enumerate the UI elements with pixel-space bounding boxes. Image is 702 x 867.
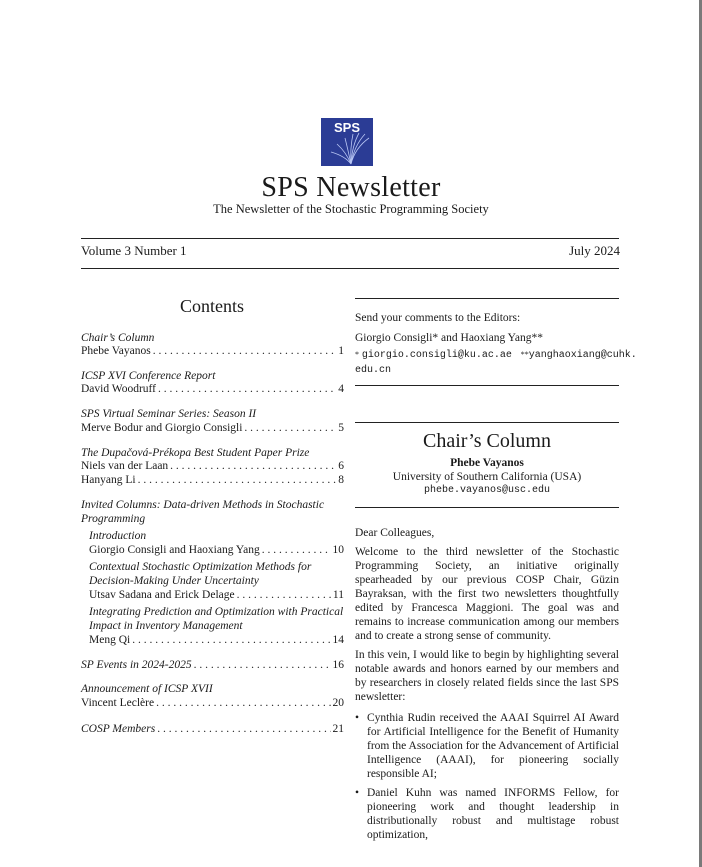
chair-rule-bottom bbox=[355, 507, 619, 508]
header-rule-bottom bbox=[81, 268, 619, 269]
toc-entry[interactable] bbox=[81, 722, 344, 736]
toc-leader bbox=[138, 473, 337, 487]
toc-page: 16 bbox=[332, 659, 344, 671]
toc-entry[interactable] bbox=[81, 382, 344, 396]
toc-leader bbox=[158, 382, 336, 396]
editor-email-yang[interactable]: yanghaoxiang@cuhk. bbox=[528, 350, 637, 361]
bullet-item bbox=[355, 786, 619, 842]
toc-page: 6 bbox=[338, 460, 344, 472]
toc-entry[interactable] bbox=[81, 658, 344, 672]
editors-names: Giorgio Consigli* and Haoxiang Yang** bbox=[355, 332, 543, 344]
toc-author: Hanyang Li bbox=[81, 474, 136, 486]
toc-entry[interactable] bbox=[89, 543, 344, 557]
toc-entry[interactable] bbox=[81, 473, 344, 487]
toc-entry[interactable] bbox=[81, 344, 344, 358]
toc-entry[interactable] bbox=[81, 459, 344, 473]
contents-heading: Contents bbox=[179, 296, 244, 316]
chairs-column-affiliation: University of Southern California (USA) bbox=[392, 471, 582, 483]
toc-entry[interactable] bbox=[89, 633, 344, 647]
toc-author: Phebe Vayanos bbox=[81, 345, 151, 357]
toc-section: SP Events in 2024-2025 bbox=[81, 659, 192, 671]
toc-leader bbox=[237, 588, 331, 602]
bullet-text: Cynthia Rudin received the AAAI Squirrel AI Award for Artificial Intelligence for the Benefit of Humanity from the Association for the Advancement of Artificial Intelligence (AAAI), for pioneering socially responsible AI; bbox=[367, 712, 619, 780]
toc-section[interactable]: ICSP XVI Conference Report bbox=[81, 370, 216, 382]
chairs-column-author: Phebe Vayanos bbox=[450, 457, 524, 469]
toc-page: 21 bbox=[332, 723, 344, 735]
bullet-item bbox=[355, 711, 619, 781]
paragraph-2: In this vein, I would like to begin by highlighting several notable awards and honors earned by our members and by researchers in closely related fields since the last SPS newsletter: bbox=[355, 649, 619, 703]
editors-emails bbox=[355, 347, 637, 363]
toc-leader bbox=[153, 344, 337, 358]
toc-page: 8 bbox=[338, 474, 344, 486]
bullet-icon: • bbox=[355, 787, 360, 799]
editor-email-yang-cont[interactable]: edu.cn bbox=[355, 365, 392, 376]
toc-leader bbox=[132, 633, 330, 647]
toc-page: 10 bbox=[332, 544, 344, 556]
toc-section[interactable]: Chair’s Column bbox=[81, 332, 155, 344]
toc-author: David Woodruff bbox=[81, 383, 156, 395]
toc-section[interactable]: The Dupačová-Prékopa Best Student Paper Prize bbox=[81, 447, 310, 459]
chairs-column-email[interactable]: phebe.vayanos@usc.edu bbox=[423, 485, 551, 496]
toc-entry[interactable] bbox=[81, 421, 344, 435]
bullet-icon: • bbox=[355, 712, 360, 724]
toc-subsection[interactable]: Introduction bbox=[89, 530, 147, 542]
toc-leader bbox=[244, 421, 336, 435]
chair-rule-top bbox=[355, 422, 619, 423]
newsletter-subtitle: The Newsletter of the Stochastic Programming Society bbox=[213, 202, 489, 216]
toc-page: 5 bbox=[338, 422, 344, 434]
toc-page: 14 bbox=[332, 634, 344, 646]
greeting: Dear Colleagues, bbox=[355, 527, 435, 539]
issue-date: July 2024 bbox=[569, 243, 620, 258]
toc-author: Meng Qi bbox=[89, 634, 131, 646]
toc-page: 1 bbox=[338, 345, 344, 357]
editors-rule-bottom bbox=[355, 385, 619, 386]
editor-email-consigli[interactable]: giorgio.consigli@ku.ac.ae bbox=[361, 350, 512, 361]
logo-text: SPS bbox=[333, 120, 360, 135]
toc-leader bbox=[194, 658, 331, 672]
toc-page: 20 bbox=[332, 697, 344, 709]
sps-logo bbox=[321, 118, 373, 166]
toc-entry[interactable] bbox=[81, 696, 344, 710]
toc-entry[interactable] bbox=[89, 588, 344, 602]
editors-prompt: Send your comments to the Editors: bbox=[355, 312, 521, 324]
editors-rule-top bbox=[355, 298, 619, 299]
volume-number: Volume 3 Number 1 bbox=[81, 243, 187, 258]
toc-author: Utsav Sadana and Erick Delage bbox=[89, 589, 235, 601]
toc-leader bbox=[157, 722, 330, 736]
toc-page: 11 bbox=[332, 589, 344, 601]
header-rule-top bbox=[81, 238, 619, 239]
toc-author: Vincent Leclère bbox=[81, 697, 155, 709]
chairs-column-heading: Chair’s Column bbox=[423, 430, 551, 452]
toc-section[interactable]: Announcement of ICSP XVII bbox=[81, 683, 213, 695]
toc-leader bbox=[262, 543, 331, 557]
toc-section[interactable]: Invited Columns: Data-driven Methods in Stochastic Programming bbox=[81, 499, 325, 525]
toc-section: COSP Members bbox=[81, 723, 156, 735]
newsletter-title: SPS Newsletter bbox=[261, 172, 441, 203]
toc-section[interactable]: SPS Virtual Seminar Series: Season II bbox=[81, 408, 257, 420]
toc-leader bbox=[156, 696, 330, 710]
toc-author: Giorgio Consigli and Haoxiang Yang bbox=[89, 544, 260, 556]
toc-subsection[interactable]: Integrating Prediction and Optimization with Practical Impact in Inventory Management bbox=[89, 606, 344, 632]
paragraph-1: Welcome to the third newsletter of the Stochastic Programming Society, an initiative originally spearheaded by our previous COSP Chair, Güzin Bayraksan, with the first two newsletters thoughtfully edited by Francesca Maggioni. The goal was and remains to increase communication among our members and to create a strong sense of community. bbox=[355, 546, 619, 642]
toc-leader bbox=[170, 459, 336, 473]
toc-subsection[interactable]: Contextual Stochastic Optimization Methods for Decision-Making Under Uncertainty bbox=[89, 561, 312, 587]
email-mark: ** bbox=[520, 350, 529, 359]
bullet-text: Daniel Kuhn was named INFORMS Fellow, for pioneering work and thought leadership in distributionally robust and multistage robust optimization, bbox=[367, 787, 619, 841]
toc-author: Niels van der Laan bbox=[81, 460, 169, 472]
toc-author: Merve Bodur and Giorgio Consigli bbox=[81, 422, 243, 434]
toc-page: 4 bbox=[338, 383, 344, 395]
email-mark: * bbox=[355, 350, 359, 359]
